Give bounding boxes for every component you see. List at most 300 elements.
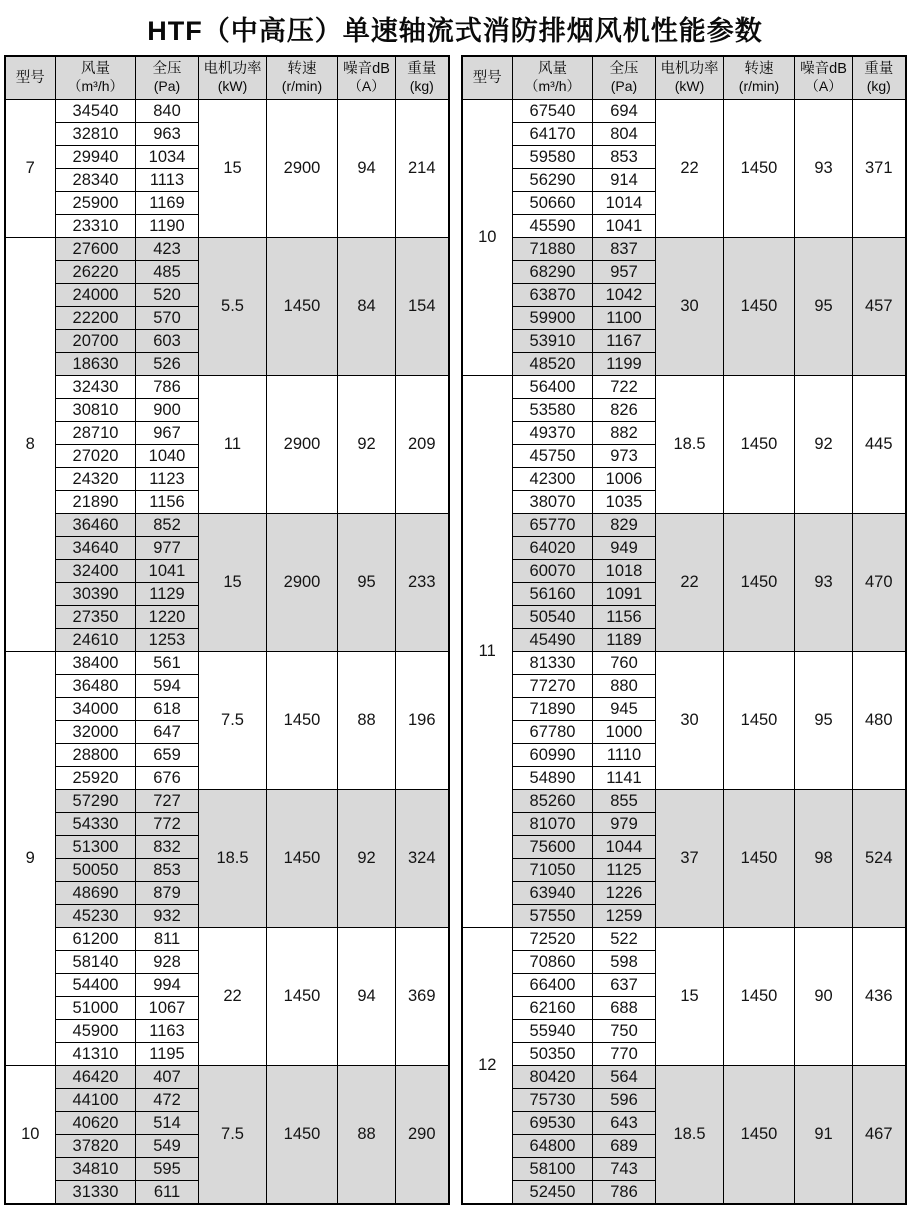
pressure-cell: 880 — [593, 675, 656, 698]
pressure-cell: 722 — [593, 376, 656, 399]
speed-cell: 1450 — [724, 928, 795, 1066]
flow-cell: 72520 — [513, 928, 593, 951]
flow-cell: 45750 — [513, 445, 593, 468]
tables-container — [0, 55, 910, 1205]
noise-cell: 84 — [338, 238, 396, 376]
noise-cell: 88 — [338, 1066, 396, 1205]
flow-cell: 45490 — [513, 629, 593, 652]
pressure-cell: 832 — [136, 836, 199, 859]
flow-cell: 45900 — [56, 1020, 136, 1043]
speed-cell: 2900 — [267, 100, 338, 238]
noise-cell: 95 — [795, 652, 853, 790]
header-cell-6 — [396, 56, 449, 100]
flow-cell: 28340 — [56, 169, 136, 192]
flow-cell: 30390 — [56, 583, 136, 606]
pressure-cell: 694 — [593, 100, 656, 123]
table-row — [5, 652, 449, 675]
header-cell-0 — [5, 56, 56, 100]
flow-cell: 64800 — [513, 1135, 593, 1158]
power-cell: 30 — [656, 652, 724, 790]
flow-cell: 56160 — [513, 583, 593, 606]
weight-cell: 436 — [853, 928, 906, 1066]
flow-cell: 40620 — [56, 1112, 136, 1135]
pressure-cell: 1034 — [136, 146, 199, 169]
pressure-cell: 760 — [593, 652, 656, 675]
table-row — [462, 652, 906, 675]
pressure-cell: 1067 — [136, 997, 199, 1020]
flow-cell: 27600 — [56, 238, 136, 261]
table-row — [462, 514, 906, 537]
flow-cell: 24320 — [56, 468, 136, 491]
flow-cell: 56400 — [513, 376, 593, 399]
flow-cell: 57290 — [56, 790, 136, 813]
table-row — [5, 1066, 449, 1089]
weight-cell: 445 — [853, 376, 906, 514]
flow-cell: 67540 — [513, 100, 593, 123]
noise-cell: 95 — [795, 238, 853, 376]
pressure-cell: 1259 — [593, 905, 656, 928]
header-label: 全压 — [152, 61, 182, 78]
header-label: 风量 — [538, 61, 567, 78]
header-label: 型号 — [472, 69, 502, 86]
pressure-cell: 786 — [136, 376, 199, 399]
table-row — [5, 238, 449, 261]
flow-cell: 66400 — [513, 974, 593, 997]
pressure-cell: 786 — [593, 1181, 656, 1205]
header-label: 全压 — [609, 61, 639, 78]
pressure-cell: 967 — [136, 422, 199, 445]
pressure-cell: 994 — [136, 974, 199, 997]
flow-cell: 18630 — [56, 353, 136, 376]
pressure-cell: 811 — [136, 928, 199, 951]
pressure-cell: 853 — [136, 859, 199, 882]
weight-cell: 467 — [853, 1066, 906, 1205]
flow-cell: 53910 — [513, 330, 593, 353]
pressure-cell: 676 — [136, 767, 199, 790]
noise-cell: 94 — [338, 928, 396, 1066]
flow-cell: 44100 — [56, 1089, 136, 1112]
weight-cell: 196 — [396, 652, 449, 790]
flow-cell: 69530 — [513, 1112, 593, 1135]
header-label: 风量 — [81, 61, 110, 78]
flow-cell: 51300 — [56, 836, 136, 859]
model-cell: 11 — [462, 376, 513, 928]
pressure-cell: 826 — [593, 399, 656, 422]
flow-cell: 50540 — [513, 606, 593, 629]
pressure-cell: 1018 — [593, 560, 656, 583]
pressure-cell: 1156 — [136, 491, 199, 514]
flow-cell: 61200 — [56, 928, 136, 951]
table-row — [462, 238, 906, 261]
flow-cell: 65770 — [513, 514, 593, 537]
flow-cell: 53580 — [513, 399, 593, 422]
speed-cell: 1450 — [267, 652, 338, 790]
flow-cell: 85260 — [513, 790, 593, 813]
weight-cell: 470 — [853, 514, 906, 652]
speed-cell: 1450 — [724, 100, 795, 238]
flow-cell: 27350 — [56, 606, 136, 629]
speed-cell: 2900 — [267, 376, 338, 514]
table-row — [462, 100, 906, 123]
table-row — [5, 100, 449, 123]
header-label: 噪音dB — [800, 61, 847, 78]
noise-cell: 92 — [338, 376, 396, 514]
header-label: 电机功率 — [203, 61, 262, 78]
flow-cell: 37820 — [56, 1135, 136, 1158]
table-row — [5, 514, 449, 537]
pressure-cell: 1041 — [593, 215, 656, 238]
noise-cell: 92 — [795, 376, 853, 514]
pressure-cell: 829 — [593, 514, 656, 537]
pressure-cell: 973 — [593, 445, 656, 468]
pressure-cell: 1113 — [136, 169, 199, 192]
flow-cell: 75600 — [513, 836, 593, 859]
flow-cell: 26220 — [56, 261, 136, 284]
pressure-cell: 900 — [136, 399, 199, 422]
pressure-cell: 837 — [593, 238, 656, 261]
pressure-cell: 979 — [593, 813, 656, 836]
flow-cell: 60990 — [513, 744, 593, 767]
pressure-cell: 914 — [593, 169, 656, 192]
flow-cell: 32430 — [56, 376, 136, 399]
flow-cell: 63940 — [513, 882, 593, 905]
pressure-cell: 1167 — [593, 330, 656, 353]
pressure-cell: 1189 — [593, 629, 656, 652]
flow-cell: 62160 — [513, 997, 593, 1020]
pressure-cell: 526 — [136, 353, 199, 376]
flow-cell: 48690 — [56, 882, 136, 905]
header-cell-4 — [724, 56, 795, 100]
pressure-cell: 603 — [136, 330, 199, 353]
pressure-cell: 688 — [593, 997, 656, 1020]
header-label: 重量 — [864, 61, 894, 78]
flow-cell: 25920 — [56, 767, 136, 790]
power-cell: 30 — [656, 238, 724, 376]
noise-cell: 95 — [338, 514, 396, 652]
pressure-cell: 977 — [136, 537, 199, 560]
speed-cell: 1450 — [267, 1066, 338, 1205]
flow-cell: 46420 — [56, 1066, 136, 1089]
flow-cell: 38070 — [513, 491, 593, 514]
pressure-cell: 852 — [136, 514, 199, 537]
table-row — [462, 376, 906, 399]
pressure-cell: 1190 — [136, 215, 199, 238]
header-unit: (kW) — [217, 78, 248, 95]
pressure-cell: 520 — [136, 284, 199, 307]
power-cell: 15 — [199, 100, 267, 238]
pressure-cell: 1000 — [593, 721, 656, 744]
header-cell-0 — [462, 56, 513, 100]
pressure-cell: 611 — [136, 1181, 199, 1205]
flow-cell: 54890 — [513, 767, 593, 790]
flow-cell: 64170 — [513, 123, 593, 146]
pressure-cell: 750 — [593, 1020, 656, 1043]
flow-cell: 59900 — [513, 307, 593, 330]
header-cell-3 — [199, 56, 267, 100]
header-unit: (r/min) — [738, 78, 780, 95]
header-cell-2 — [593, 56, 656, 100]
pressure-cell: 1226 — [593, 882, 656, 905]
flow-cell: 70860 — [513, 951, 593, 974]
flow-cell: 75730 — [513, 1089, 593, 1112]
header-unit: (kW) — [674, 78, 705, 95]
pressure-cell: 772 — [136, 813, 199, 836]
header-unit: （m³/h） — [67, 78, 124, 95]
header-row — [5, 56, 449, 100]
flow-cell: 60070 — [513, 560, 593, 583]
flow-cell: 81070 — [513, 813, 593, 836]
power-cell: 5.5 — [199, 238, 267, 376]
flow-cell: 52450 — [513, 1181, 593, 1205]
noise-cell: 92 — [338, 790, 396, 928]
page-title: HTF（中高压）单速轴流式消防排烟风机性能参数 — [147, 16, 763, 46]
power-cell: 15 — [656, 928, 724, 1066]
flow-cell: 25900 — [56, 192, 136, 215]
weight-cell: 233 — [396, 514, 449, 652]
speed-cell: 1450 — [724, 514, 795, 652]
flow-cell: 38400 — [56, 652, 136, 675]
flow-cell: 45590 — [513, 215, 593, 238]
weight-cell: 371 — [853, 100, 906, 238]
speed-cell: 1450 — [724, 1066, 795, 1205]
header-label: 转速 — [744, 61, 774, 78]
pressure-cell: 932 — [136, 905, 199, 928]
flow-cell: 34000 — [56, 698, 136, 721]
power-cell: 22 — [199, 928, 267, 1066]
power-cell: 37 — [656, 790, 724, 928]
pressure-cell: 514 — [136, 1112, 199, 1135]
flow-cell: 51000 — [56, 997, 136, 1020]
pressure-cell: 689 — [593, 1135, 656, 1158]
pressure-cell: 949 — [593, 537, 656, 560]
flow-cell: 68290 — [513, 261, 593, 284]
header-row — [462, 56, 906, 100]
noise-cell: 90 — [795, 928, 853, 1066]
flow-cell: 50660 — [513, 192, 593, 215]
pressure-cell: 594 — [136, 675, 199, 698]
pressure-cell: 1253 — [136, 629, 199, 652]
weight-cell: 290 — [396, 1066, 449, 1205]
flow-cell: 67780 — [513, 721, 593, 744]
flow-cell: 28710 — [56, 422, 136, 445]
model-cell: 7 — [5, 100, 56, 238]
header-cell-5 — [795, 56, 853, 100]
header-label: 重量 — [407, 61, 437, 78]
pressure-cell: 549 — [136, 1135, 199, 1158]
flow-cell: 29940 — [56, 146, 136, 169]
flow-cell: 27020 — [56, 445, 136, 468]
header-cell-4 — [267, 56, 338, 100]
power-cell: 18.5 — [656, 1066, 724, 1205]
flow-cell: 48520 — [513, 353, 593, 376]
pressure-cell: 879 — [136, 882, 199, 905]
weight-cell: 154 — [396, 238, 449, 376]
pressure-cell: 1141 — [593, 767, 656, 790]
pressure-cell: 472 — [136, 1089, 199, 1112]
pressure-cell: 1156 — [593, 606, 656, 629]
flow-cell: 45230 — [56, 905, 136, 928]
pressure-cell: 804 — [593, 123, 656, 146]
flow-cell: 50050 — [56, 859, 136, 882]
header-label: 型号 — [15, 69, 45, 86]
flow-cell: 30810 — [56, 399, 136, 422]
table-row — [5, 790, 449, 813]
flow-cell: 55940 — [513, 1020, 593, 1043]
pressure-cell: 423 — [136, 238, 199, 261]
header-cell-6 — [853, 56, 906, 100]
pressure-cell: 596 — [593, 1089, 656, 1112]
pressure-cell: 1042 — [593, 284, 656, 307]
pressure-cell: 618 — [136, 698, 199, 721]
pressure-cell: 1129 — [136, 583, 199, 606]
header-unit: (r/min) — [281, 78, 323, 95]
header-label: 噪音dB — [343, 61, 390, 78]
pressure-cell: 1163 — [136, 1020, 199, 1043]
power-cell: 15 — [199, 514, 267, 652]
pressure-cell: 659 — [136, 744, 199, 767]
flow-cell: 34640 — [56, 537, 136, 560]
power-cell: 18.5 — [199, 790, 267, 928]
pressure-cell: 598 — [593, 951, 656, 974]
model-cell: 10 — [462, 100, 513, 376]
pressure-cell: 1040 — [136, 445, 199, 468]
pressure-cell: 1199 — [593, 353, 656, 376]
speed-cell: 1450 — [724, 238, 795, 376]
pressure-cell: 1014 — [593, 192, 656, 215]
flow-cell: 64020 — [513, 537, 593, 560]
perf-table-right — [461, 55, 907, 1205]
header-unit: （m³/h） — [524, 78, 581, 95]
pressure-cell: 928 — [136, 951, 199, 974]
model-cell: 8 — [5, 238, 56, 652]
weight-cell: 324 — [396, 790, 449, 928]
header-cell-5 — [338, 56, 396, 100]
table-row — [5, 928, 449, 951]
header-cell-3 — [656, 56, 724, 100]
pressure-cell: 637 — [593, 974, 656, 997]
pressure-cell: 727 — [136, 790, 199, 813]
flow-cell: 22200 — [56, 307, 136, 330]
model-cell: 12 — [462, 928, 513, 1205]
flow-cell: 49370 — [513, 422, 593, 445]
flow-cell: 71890 — [513, 698, 593, 721]
model-cell: 9 — [5, 652, 56, 1066]
weight-cell: 369 — [396, 928, 449, 1066]
speed-cell: 1450 — [724, 376, 795, 514]
noise-cell: 94 — [338, 100, 396, 238]
pressure-cell: 1041 — [136, 560, 199, 583]
pressure-cell: 1169 — [136, 192, 199, 215]
pressure-cell: 853 — [593, 146, 656, 169]
flow-cell: 34810 — [56, 1158, 136, 1181]
pressure-cell: 1044 — [593, 836, 656, 859]
noise-cell: 93 — [795, 514, 853, 652]
table-row — [462, 790, 906, 813]
flow-cell: 59580 — [513, 146, 593, 169]
flow-cell: 58100 — [513, 1158, 593, 1181]
flow-cell: 32810 — [56, 123, 136, 146]
flow-cell: 57550 — [513, 905, 593, 928]
speed-cell: 1450 — [724, 652, 795, 790]
flow-cell: 58140 — [56, 951, 136, 974]
table-row — [5, 376, 449, 399]
weight-cell: 209 — [396, 376, 449, 514]
pressure-cell: 1220 — [136, 606, 199, 629]
header-label: 转速 — [287, 61, 317, 78]
flow-cell: 77270 — [513, 675, 593, 698]
pressure-cell: 770 — [593, 1043, 656, 1066]
power-cell: 7.5 — [199, 1066, 267, 1205]
flow-cell: 24000 — [56, 284, 136, 307]
header-unit: (kg) — [409, 78, 434, 95]
power-cell: 11 — [199, 376, 267, 514]
header-cell-1 — [56, 56, 136, 100]
table-row — [462, 1066, 906, 1089]
flow-cell: 32000 — [56, 721, 136, 744]
speed-cell: 1450 — [724, 790, 795, 928]
pressure-cell: 1091 — [593, 583, 656, 606]
speed-cell: 1450 — [267, 790, 338, 928]
pressure-cell: 840 — [136, 100, 199, 123]
pressure-cell: 1006 — [593, 468, 656, 491]
header-unit: （A） — [804, 78, 843, 95]
power-cell: 18.5 — [656, 376, 724, 514]
pressure-cell: 647 — [136, 721, 199, 744]
noise-cell: 98 — [795, 790, 853, 928]
pressure-cell: 485 — [136, 261, 199, 284]
pressure-cell: 1195 — [136, 1043, 199, 1066]
pressure-cell: 570 — [136, 307, 199, 330]
header-cell-1 — [513, 56, 593, 100]
pressure-cell: 1123 — [136, 468, 199, 491]
header-unit: (Pa) — [610, 78, 638, 95]
speed-cell: 1450 — [267, 928, 338, 1066]
flow-cell: 36480 — [56, 675, 136, 698]
flow-cell: 63870 — [513, 284, 593, 307]
noise-cell: 88 — [338, 652, 396, 790]
flow-cell: 80420 — [513, 1066, 593, 1089]
pressure-cell: 643 — [593, 1112, 656, 1135]
flow-cell: 23310 — [56, 215, 136, 238]
pressure-cell: 522 — [593, 928, 656, 951]
perf-table-left — [4, 55, 450, 1205]
weight-cell: 214 — [396, 100, 449, 238]
power-cell: 22 — [656, 100, 724, 238]
header-label: 电机功率 — [660, 61, 719, 78]
flow-cell: 31330 — [56, 1181, 136, 1205]
pressure-cell: 882 — [593, 422, 656, 445]
speed-cell: 2900 — [267, 514, 338, 652]
speed-cell: 1450 — [267, 238, 338, 376]
pressure-cell: 963 — [136, 123, 199, 146]
flow-cell: 21890 — [56, 491, 136, 514]
flow-cell: 20700 — [56, 330, 136, 353]
flow-cell: 56290 — [513, 169, 593, 192]
flow-cell: 81330 — [513, 652, 593, 675]
pressure-cell: 1125 — [593, 859, 656, 882]
flow-cell: 54400 — [56, 974, 136, 997]
pressure-cell: 743 — [593, 1158, 656, 1181]
model-cell: 10 — [5, 1066, 56, 1205]
header-cell-2 — [136, 56, 199, 100]
header-unit: （A） — [347, 78, 386, 95]
pressure-cell: 945 — [593, 698, 656, 721]
header-unit: (kg) — [866, 78, 891, 95]
weight-cell: 480 — [853, 652, 906, 790]
pressure-cell: 595 — [136, 1158, 199, 1181]
pressure-cell: 957 — [593, 261, 656, 284]
noise-cell: 93 — [795, 100, 853, 238]
